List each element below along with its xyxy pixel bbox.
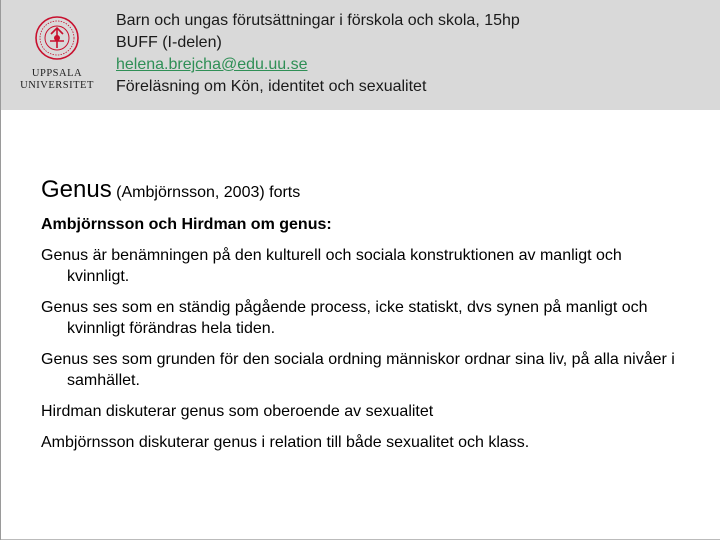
- university-logo: [13, 10, 101, 96]
- email-link[interactable]: helena.brejcha@edu.uu.se: [116, 56, 308, 73]
- content-paragraph: Genus är benämningen på den kulturell och sociala konstruktionen av manligt och kvinnligt.: [41, 247, 622, 285]
- university-seal-icon: [35, 14, 79, 62]
- program-name: BUFF (I-delen): [116, 34, 222, 51]
- lecture-title: Föreläsning om Kön, identitet och sexualitet: [116, 78, 427, 95]
- slide-title: [41, 176, 300, 204]
- header-text: [116, 10, 520, 98]
- logo-wordmark-line2: UNIVERSITET: [20, 80, 94, 91]
- content-paragraph: Genus ses som grunden för den sociala ordning människor ordnar sina liv, på alla nivåer i samhället.: [41, 351, 675, 389]
- slide-title-sub: (Ambjörnsson, 2003) forts: [116, 184, 301, 201]
- course-title: Barn och ungas förutsättningar i förskola och skola, 15hp: [116, 12, 520, 29]
- content-paragraph: Genus ses som en ständig pågående process, icke statiskt, dvs synen på manligt och kvinnligt förändras hela tiden.: [41, 299, 648, 337]
- content-paragraph: Ambjörnsson diskuterar genus i relation till både sexualitet och klass.: [41, 434, 530, 451]
- content-paragraph: Hirdman diskuterar genus som oberoende av sexualitet: [41, 403, 434, 420]
- header-band: [1, 0, 720, 110]
- content-heading: Ambjörnsson och Hirdman om genus:: [41, 216, 332, 233]
- logo-wordmark-line1: UPPSALA: [31, 68, 83, 79]
- slide-body: [41, 214, 681, 463]
- slide-title-main: Genus: [41, 176, 112, 203]
